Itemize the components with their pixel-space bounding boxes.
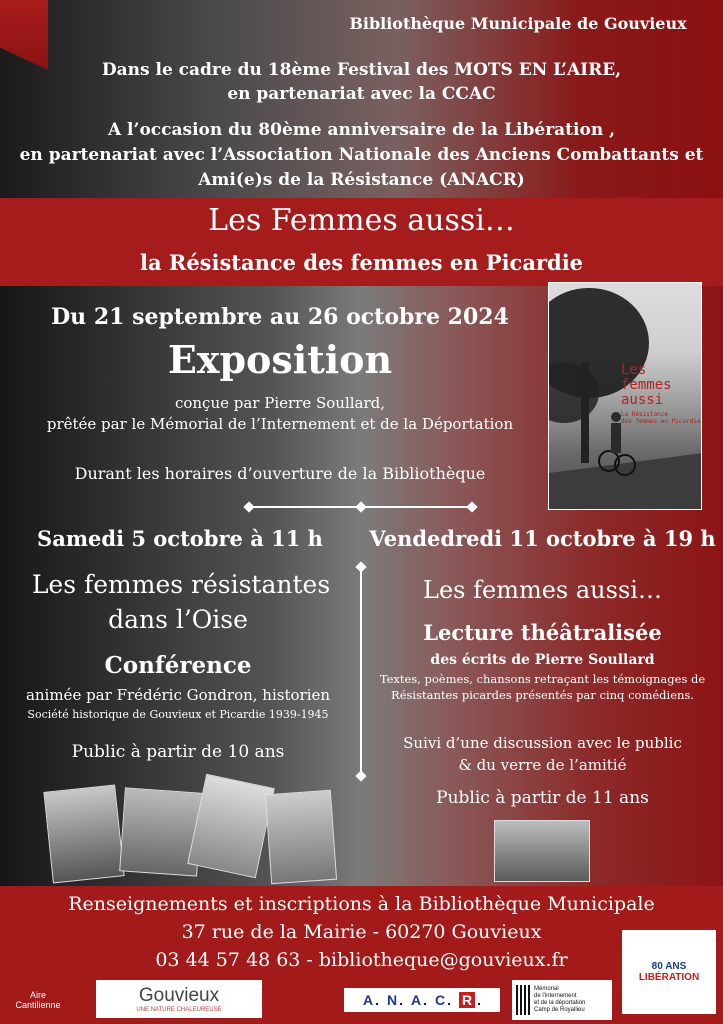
liberation-logo-text: LIBÉRATION <box>638 972 700 983</box>
festival-line: Dans le cadre du 18ème Festival des MOTS EN L’AIRE, <box>101 60 622 80</box>
anacr-line-1: en partenariat avec l’Association Nationale des Anciens Combattants et <box>19 145 704 165</box>
left-event-speaker: animée par Frédéric Gondron, historien <box>25 686 331 704</box>
library-name: Bibliothèque Municipale de Gouvieux <box>349 14 687 33</box>
right-event-date: Vendedredi 11 octobre à 19 h <box>369 526 716 551</box>
memorial-logo-line-4: Camp de Royallieu <box>534 1007 585 1013</box>
exhibition-hours: Durant les horaires d’ouverture de la Bibliothèque <box>74 464 486 483</box>
aire-cantilienne-logo <box>2 980 74 1020</box>
event-title: Les Femmes aussi… <box>208 203 515 238</box>
anacr-dot: . <box>447 992 452 1008</box>
right-event-type: Lecture théâtralisée <box>423 620 662 645</box>
anacr-dot: . <box>375 992 379 1008</box>
footer-contact: 03 44 57 48 63 - bibliotheque@gouvieux.fr <box>155 949 568 971</box>
right-event-follow-1: Suivi d’une discussion avec le public <box>403 734 682 752</box>
memorial-logo-line-3: et de la déportation <box>534 1000 586 1006</box>
book-title-1: Les <box>621 362 647 378</box>
left-event-org: Société historique de Gouvieux et Picardie 1939-1945 <box>27 708 329 721</box>
anacr-dot: . <box>477 992 482 1008</box>
book-subtitle-1: La Résistance <box>621 411 668 418</box>
gouvieux-logo-tagline: UNE NATURE CHALEUREUSE <box>136 1007 222 1013</box>
anniversary-line: A l’occasion du 80ème anniversaire de la Libération , <box>107 120 616 140</box>
gouvieux-logo-name: Gouvieux <box>138 985 220 1006</box>
left-event-date: Samedi 5 octobre à 11 h <box>37 526 323 551</box>
aire-logo-line-1: Aire <box>29 990 46 1000</box>
footer-address: 37 rue de la Mairie - 60270 Gouvieux <box>181 921 542 943</box>
exhibition-credit-2: prêtée par le Mémorial de l’Internement et de la Déportation <box>46 415 514 433</box>
book-subtitle-2: des femmes en Picardie <box>621 418 701 425</box>
memorial-barcode-icon <box>516 985 530 1015</box>
anacr-logo <box>344 988 500 1012</box>
footer-info: Renseignements et inscriptions à la Bibliothèque Municipale <box>68 893 655 915</box>
left-event-title-2: dans l’Oise <box>108 605 248 634</box>
resistant-photo-4 <box>265 790 337 884</box>
partner-ccac-line: en partenariat avec la CCAC <box>227 84 496 104</box>
exhibition-dates: Du 21 septembre au 26 octobre 2024 <box>51 304 509 330</box>
right-event-follow-2: & du verre de l’amitié <box>458 756 627 774</box>
right-event-desc-2: Résistantes picardes présentés par cinq comédiens. <box>391 688 694 702</box>
exhibition-credit-1: conçue par Pierre Soullard, <box>174 394 386 412</box>
anacr-letter-r: R <box>459 992 475 1008</box>
right-event-desc-1: Textes, poèmes, chansons retraçant les témoignages de <box>379 672 706 686</box>
anacr-letter-a: A <box>362 992 374 1008</box>
right-event-sub: des écrits de Pierre Soullard <box>430 652 655 668</box>
left-event-type: Conférence <box>104 652 252 679</box>
left-event-audience: Public à partir de 10 ans <box>71 742 285 762</box>
readers-photo <box>494 820 590 882</box>
anacr-letter-a2: A <box>410 992 422 1008</box>
aire-logo-line-2: Cantilienne <box>15 1000 61 1010</box>
left-event-title-1: Les femmes résistantes <box>31 570 331 599</box>
memorial-logo-line-1: Mémorial <box>534 986 559 992</box>
gouvieux-logo <box>96 980 262 1018</box>
memorial-logo-line-2: de l'internement <box>534 993 577 999</box>
memorial-logo <box>512 980 612 1020</box>
book-cover-image <box>548 282 702 510</box>
anacr-dot: . <box>423 992 427 1008</box>
right-event-audience: Public à partir de 11 ans <box>436 788 649 808</box>
liberation-logo-years: 80 ANS <box>651 961 687 972</box>
anacr-letter-n: N <box>386 992 398 1008</box>
event-subtitle: la Résistance des femmes en Picardie <box>139 250 584 275</box>
anacr-dot: . <box>399 992 403 1008</box>
anacr-letter-c: C <box>435 992 446 1008</box>
right-event-title: Les femmes aussi… <box>423 576 662 604</box>
book-title-3: aussi <box>621 392 664 408</box>
book-title-2: femmes <box>621 377 672 393</box>
liberation-80-logo <box>622 930 716 1014</box>
resistant-photo-1 <box>43 784 124 883</box>
exhibition-heading: Exposition <box>167 337 393 382</box>
anacr-line-2: Ami(e)s de la Résistance (ANACR) <box>198 170 525 190</box>
